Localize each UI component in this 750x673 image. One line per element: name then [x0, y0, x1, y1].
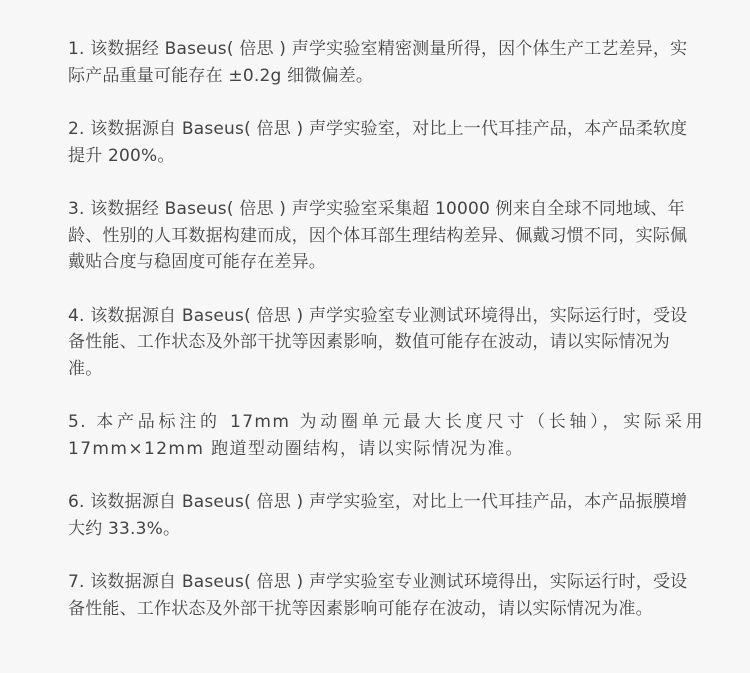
note-text: 本产品标注的 17mm 为动圈单元最大长度尺寸（长轴），实际采用 17mm×12mm 跑道型动圈结构，请以实际情况为准。: [68, 412, 704, 459]
note-text: 该数据经 Baseus( 倍思 ) 声学实验室精密测量所得，因个体生产工艺差异，实际产品重量可能存在 ±0.2g 细微偏差。: [68, 39, 688, 86]
note-number: 4.: [68, 305, 85, 326]
note-item: [68, 569, 704, 622]
note-item: [68, 489, 704, 542]
note-text: 该数据源自 Baseus( 倍思 ) 声学实验室专业测试环境得出，实际运行时，受设备性能、工作状态及外部干扰等因素影响，数值可能存在波动，请以实际情况为准。: [68, 305, 688, 379]
note-item: [68, 196, 704, 276]
note-number: 5.: [68, 412, 88, 432]
note-number: 2.: [68, 119, 85, 139]
note-number: 3.: [68, 199, 85, 219]
note-number: 6.: [68, 492, 85, 512]
note-number: 1.: [68, 39, 85, 59]
note-item: [68, 409, 704, 462]
note-item: [68, 303, 704, 383]
note-number: 7.: [68, 572, 85, 592]
note-item: [68, 116, 704, 169]
note-text: 该数据源自 Baseus( 倍思 ) 声学实验室专业测试环境得出，实际运行时，受设备性能、工作状态及外部干扰等因素影响可能存在波动，请以实际情况为准。: [68, 572, 688, 619]
note-item: [68, 36, 704, 89]
note-text: 该数据源自 Baseus( 倍思 ) 声学实验室，对比上一代耳挂产品，本产品振膜增大约 33.3%。: [68, 492, 688, 539]
note-text: 该数据经 Baseus( 倍思 ) 声学实验室采集超 10000 例来自全球不同地域、年龄、性别的人耳数据构建而成，因个体耳部生理结构差异、佩戴习惯不同，实际佩戴贴合度与稳固度可能存在差异。: [68, 199, 688, 272]
note-text: 该数据源自 Baseus( 倍思 ) 声学实验室，对比上一代耳挂产品，本产品柔软度提升 200%。: [68, 119, 688, 166]
